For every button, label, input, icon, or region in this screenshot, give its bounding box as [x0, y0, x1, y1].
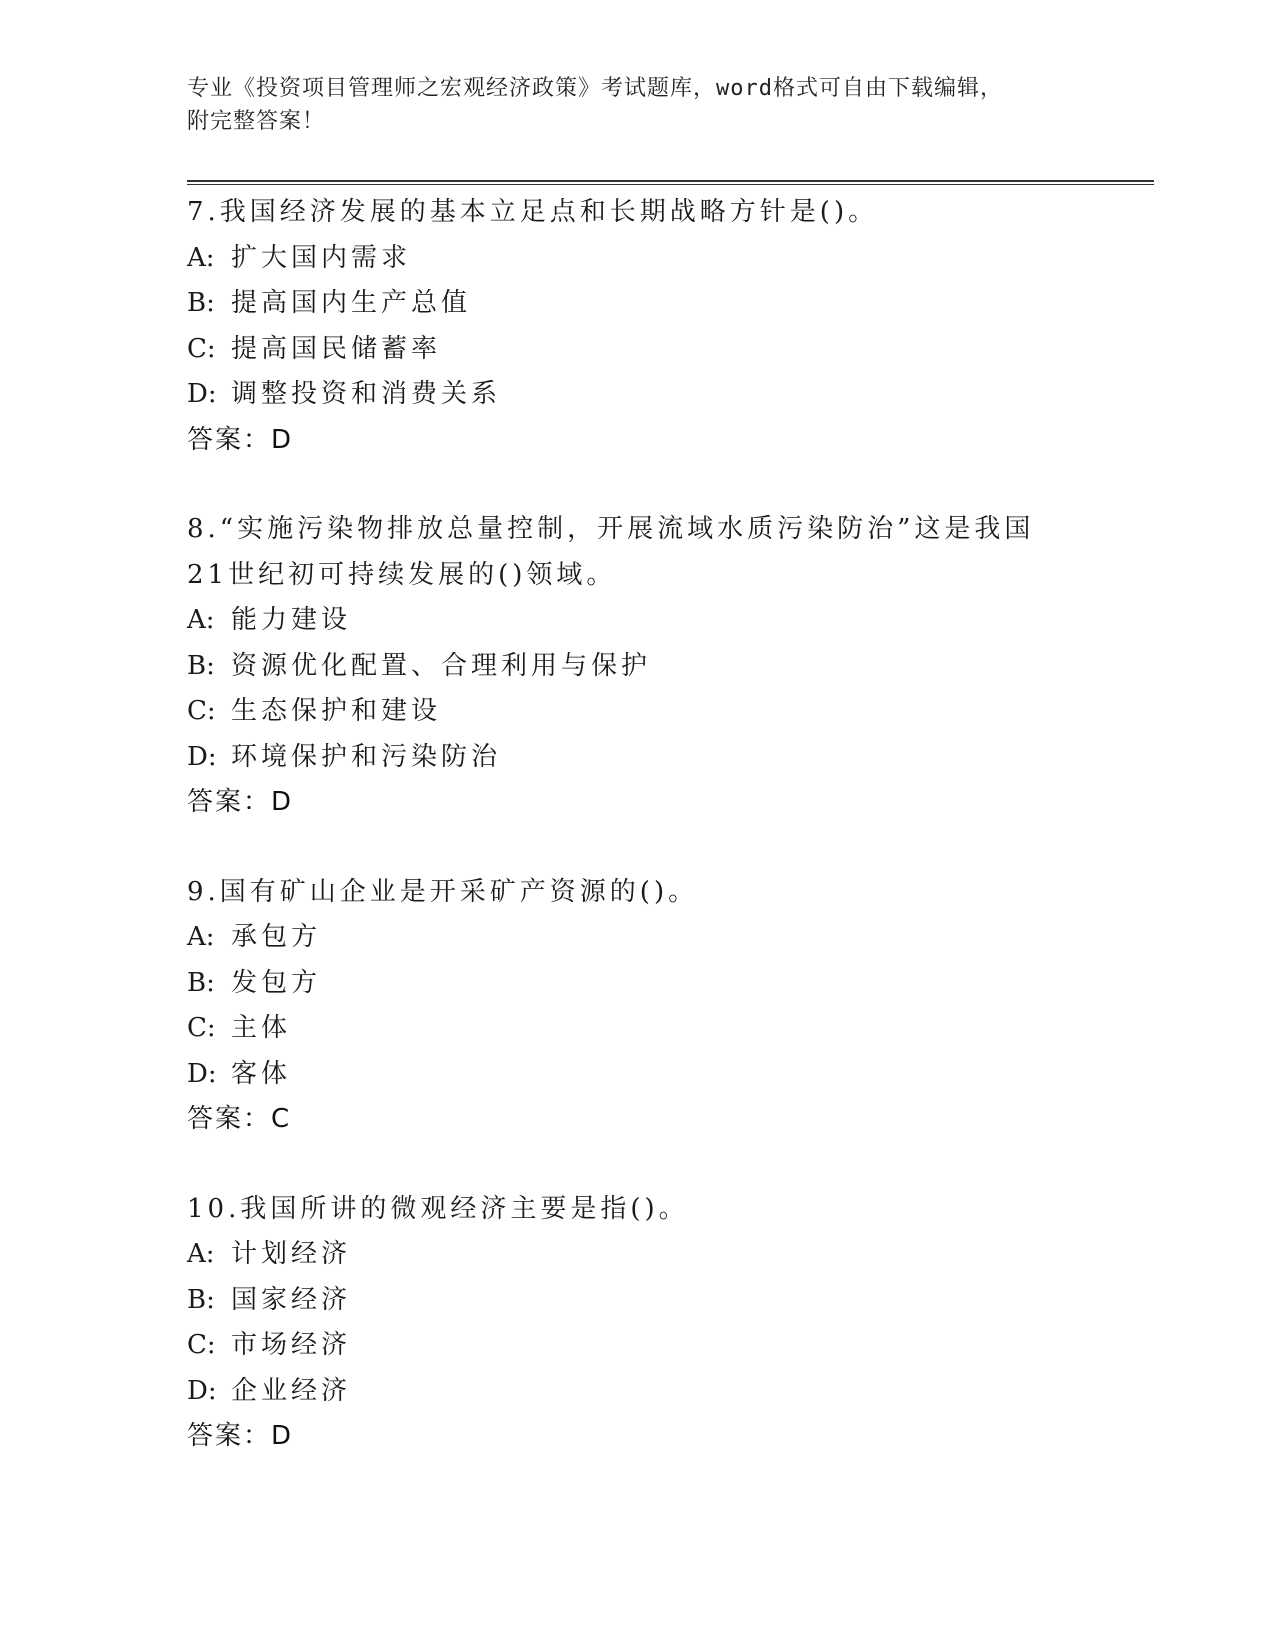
- option-letter: B:: [187, 650, 215, 681]
- option-a: [187, 236, 1087, 282]
- option-text: 国家经济: [231, 1284, 352, 1315]
- option-letter: B:: [187, 967, 215, 998]
- question-stem: 8.“实施污染物排放总量控制，开展流域水质污染防治”这是我国21世纪初可持续发展的()领域。: [187, 514, 1035, 590]
- option-d: [187, 1369, 1087, 1415]
- option-text: 扩大国内需求: [231, 242, 412, 273]
- option-letter: B:: [187, 288, 215, 318]
- option-b: [187, 961, 1087, 1007]
- question-stem: 10.我国所讲的微观经济主要是指()。: [187, 1193, 689, 1224]
- option-d: [187, 372, 1087, 418]
- header-divider-thick: [187, 180, 1154, 182]
- header-divider-thin: [187, 184, 1154, 185]
- option-text: 客体: [231, 1058, 292, 1089]
- option-text: 企业经济: [231, 1375, 352, 1406]
- option-text: 提高国内生产总值: [231, 288, 472, 318]
- option-text: 发包方: [231, 967, 322, 998]
- option-text: 资源优化配置、合理利用与保护: [231, 650, 652, 681]
- question-8: [187, 507, 1087, 826]
- option-a: [187, 1232, 1087, 1278]
- option-d: [187, 1052, 1087, 1098]
- header-line-1: 专业《投资项目管理师之宏观经济政策》考试题库，word格式可自由下载编辑，: [187, 76, 1003, 101]
- option-text: 承包方: [231, 922, 322, 952]
- option-c: [187, 689, 1087, 735]
- option-a: [187, 915, 1087, 961]
- answer-line: 答案：C: [187, 1104, 292, 1134]
- option-d: [187, 735, 1087, 781]
- option-letter: A:: [187, 242, 215, 273]
- option-letter: D:: [187, 741, 217, 772]
- option-a: [187, 598, 1087, 644]
- header-line-2: 附完整答案！: [187, 109, 326, 134]
- option-letter: C:: [187, 1330, 216, 1360]
- question-list: [187, 190, 1087, 1460]
- option-b: [187, 281, 1087, 327]
- option-text: 市场经济: [231, 1330, 352, 1360]
- option-c: [187, 1006, 1087, 1052]
- option-text: 能力建设: [231, 605, 352, 635]
- answer-line: 答案：D: [187, 787, 294, 817]
- question-9: [187, 870, 1087, 1143]
- option-letter: D:: [187, 1375, 217, 1406]
- option-letter: D:: [187, 379, 217, 409]
- option-letter: A:: [187, 605, 215, 635]
- option-c: [187, 327, 1087, 373]
- option-letter: B:: [187, 1284, 215, 1315]
- option-letter: A:: [187, 1239, 215, 1269]
- question-stem: 9.国有矿山企业是开采矿产资源的()。: [187, 876, 699, 907]
- option-letter: C:: [187, 696, 216, 726]
- option-text: 主体: [231, 1013, 292, 1043]
- option-letter: D:: [187, 1058, 217, 1089]
- option-letter: A:: [187, 922, 215, 952]
- question-stem: 7.我国经济发展的基本立足点和长期战略方针是()。: [187, 197, 879, 227]
- option-text: 环境保护和污染防治: [231, 741, 502, 772]
- answer-line: 答案：D: [187, 1421, 294, 1451]
- option-letter: C:: [187, 1013, 216, 1043]
- option-c: [187, 1323, 1087, 1369]
- answer-line: 答案：D: [187, 424, 294, 455]
- option-text: 调整投资和消费关系: [231, 379, 502, 409]
- option-letter: C:: [187, 333, 216, 364]
- option-text: 提高国民储蓄率: [231, 333, 442, 364]
- option-text: 计划经济: [231, 1239, 352, 1269]
- option-b: [187, 1278, 1087, 1324]
- option-b: [187, 644, 1087, 690]
- option-text: 生态保护和建设: [231, 696, 442, 726]
- question-7: [187, 190, 1087, 463]
- question-10: [187, 1187, 1087, 1460]
- document-header: [187, 72, 1087, 138]
